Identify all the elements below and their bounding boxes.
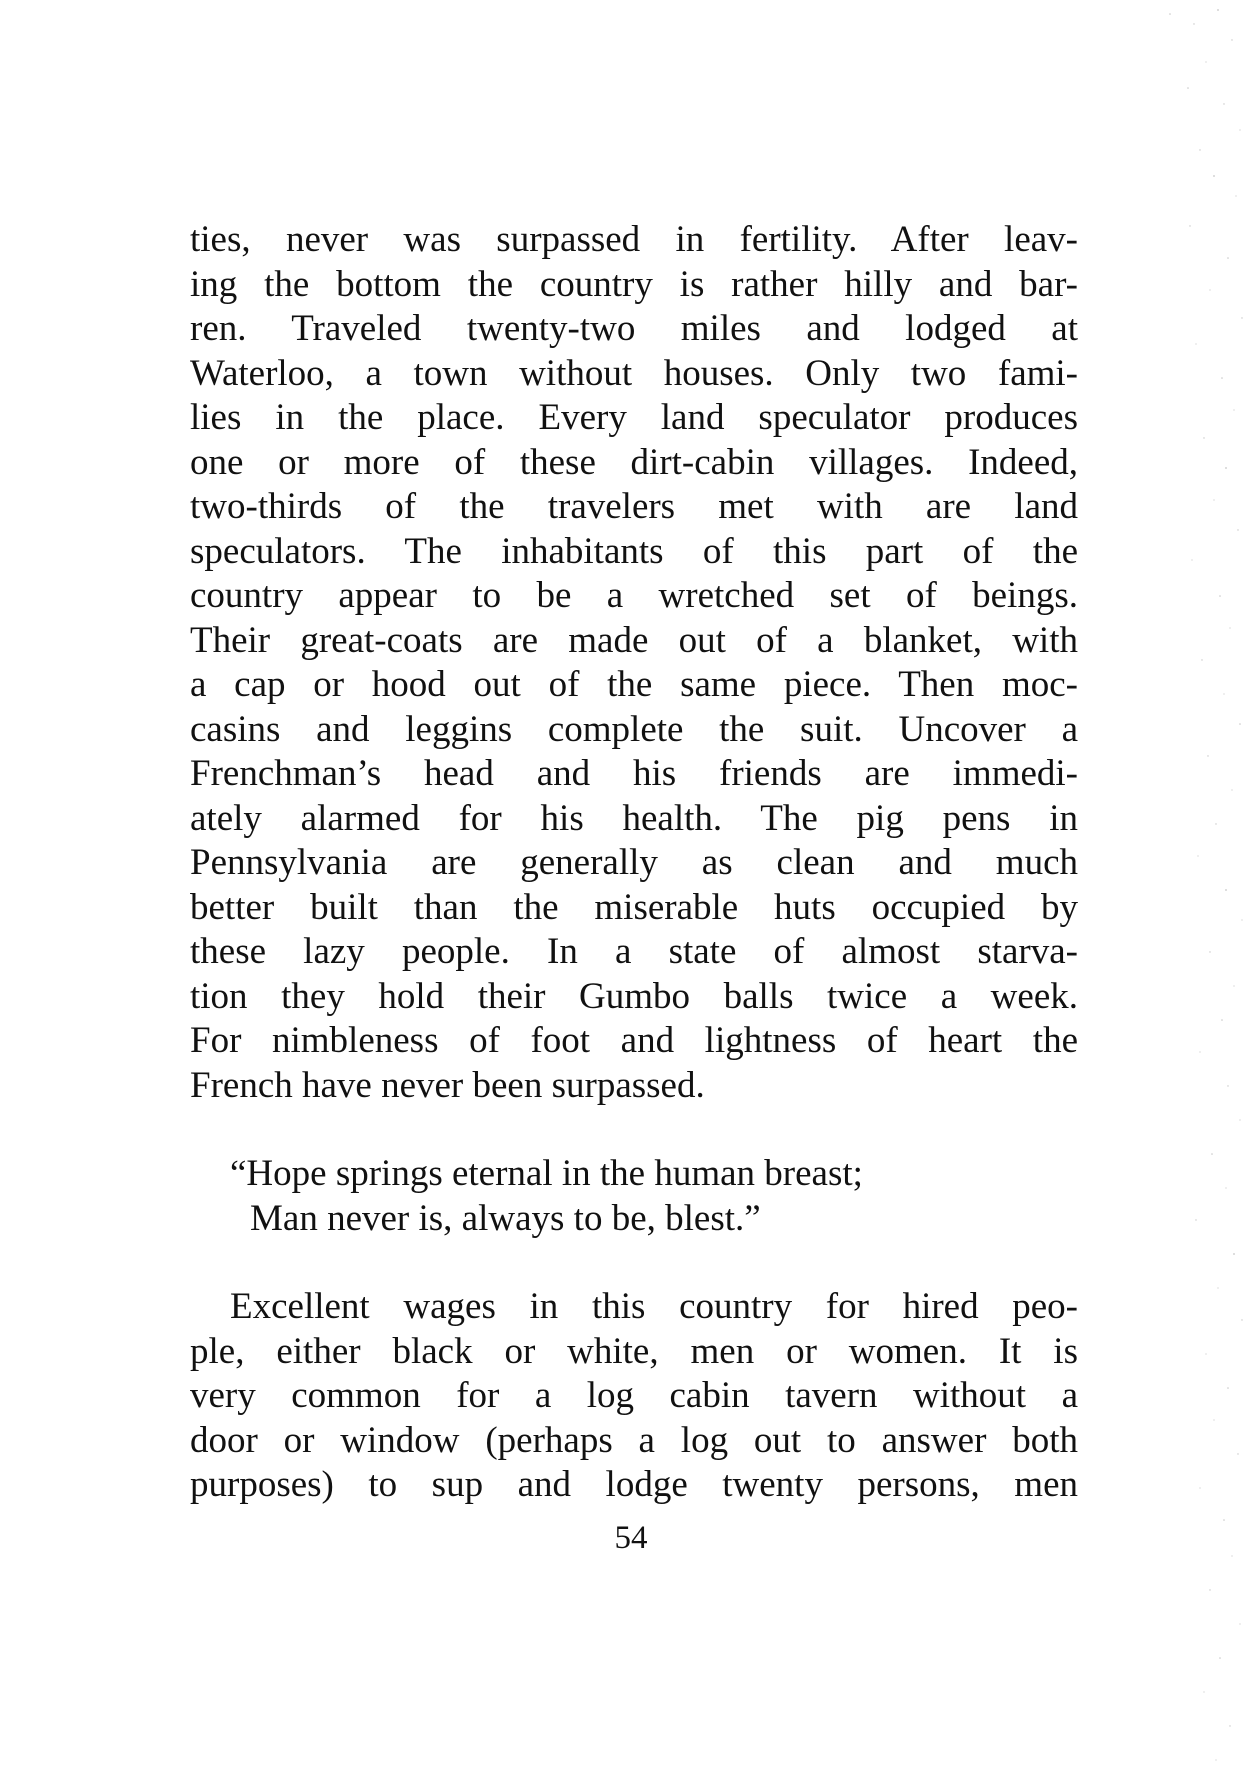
text-line: For nimbleness of foot and lightness of heart the: [190, 1020, 1078, 1061]
text-line: very common for a log cabin tavern without a: [190, 1375, 1078, 1416]
text-line: tion they hold their Gumbo balls twice a week.: [190, 975, 1078, 1017]
text-line: Waterloo, a town without houses. Only two fami-: [190, 352, 1078, 394]
text-line: speculators. The inhabitants of this part of the: [190, 530, 1078, 572]
paragraph-3: [190, 1285, 1078, 1508]
text-line: better built than the miserable huts occupied by: [190, 886, 1078, 928]
verse-quotation: [230, 1152, 1078, 1241]
text-line: two-thirds of the travelers met with are land: [190, 486, 1078, 527]
verse-line: Man never is, always to be, blest.”: [250, 1197, 761, 1239]
text-line: Excellent wages in this country for hired peo-: [230, 1286, 1078, 1327]
text-line: these lazy people. In a state of almost starva-: [190, 931, 1078, 972]
text-line: lies in the place. Every land speculator produces: [190, 397, 1078, 438]
text-line: Frenchman’s head and his friends are immedi-: [190, 753, 1078, 794]
text-line: ately alarmed for his health. The pig pens in: [190, 797, 1078, 839]
text-line: Their great-coats are made out of a blanket, with: [190, 619, 1078, 661]
text-line: ties, never was surpassed in fertility. After leav-: [190, 219, 1078, 260]
text-line: one or more of these dirt-cabin villages. Indeed,: [190, 441, 1078, 483]
text-line: purposes) to sup and lodge twenty persons, men: [190, 1464, 1078, 1505]
text-line: ple, either black or white, men or women. It is: [190, 1330, 1078, 1372]
text-line: casins and leggins complete the suit. Uncover a: [190, 708, 1078, 750]
text-line: ing the bottom the country is rather hilly and bar-: [190, 263, 1078, 305]
page-body-text: [190, 218, 1078, 1508]
text-line: country appear to be a wretched set of beings.: [190, 575, 1078, 616]
verse-line: “Hope springs eternal in the human breast;: [230, 1153, 863, 1194]
text-line: a cap or hood out of the same piece. Then moc-: [190, 664, 1078, 705]
text-line: door or window (perhaps a log out to answer both: [190, 1419, 1078, 1461]
page-number: [0, 1518, 1250, 1558]
page-number-text: 54: [614, 1520, 648, 1556]
text-line: French have never been surpassed.: [190, 1064, 705, 1106]
paragraph-1: [190, 218, 1078, 1108]
text-line: ren. Traveled twenty-two miles and lodged at: [190, 308, 1078, 349]
text-line: Pennsylvania are generally as clean and much: [190, 842, 1078, 883]
